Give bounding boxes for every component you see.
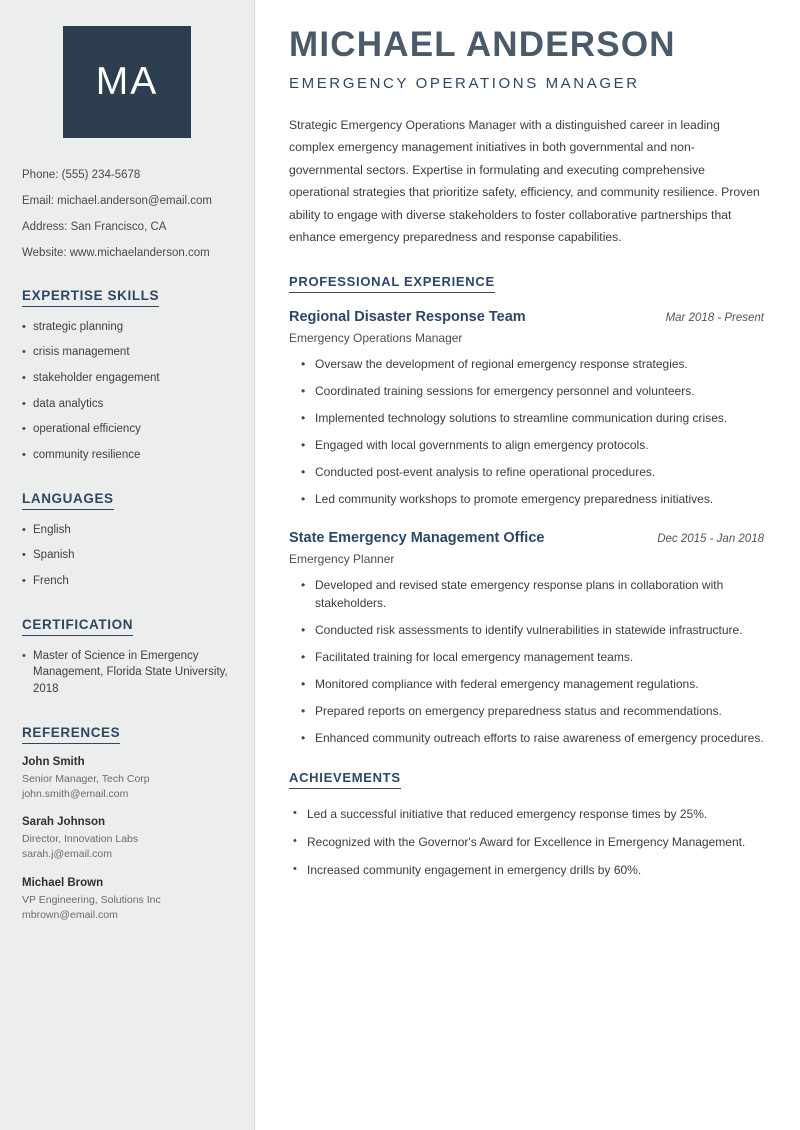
bullet-icon: • — [293, 806, 297, 819]
experience-section — [289, 273, 764, 747]
list-item — [22, 396, 232, 413]
language-label: English — [33, 523, 71, 536]
list-item — [289, 355, 764, 373]
bullet-icon: • — [22, 649, 26, 662]
avatar-wrapper — [22, 26, 232, 138]
responsibility-text: Prepared reports on emergency preparedness status and recommendations. — [315, 703, 722, 718]
list-item — [289, 409, 764, 427]
employment-dates: Mar 2018 - Present — [665, 311, 764, 324]
contact-website: Website: www.michaelanderson.com — [22, 246, 210, 259]
bullet-icon: • — [22, 575, 26, 588]
list-item — [289, 436, 764, 454]
references-section — [22, 724, 232, 923]
responsibility-text: Developed and revised state emergency response plans in collaboration with stakeholders. — [315, 577, 724, 610]
language-label: French — [33, 575, 69, 588]
bullet-icon: • — [301, 649, 306, 664]
responsibility-text: Implemented technology solutions to streamline communication during crises. — [315, 410, 728, 425]
list-item — [22, 573, 232, 590]
skill-label: strategic planning — [33, 320, 124, 333]
list-item — [289, 621, 764, 639]
bullet-icon: • — [22, 523, 26, 536]
company-name: Regional Disaster Response Team — [289, 308, 526, 325]
achievement-text: Led a successful initiative that reduced emergency response times by 25%. — [307, 806, 708, 821]
responsibility-text: Enhanced community outreach efforts to raise awareness of emergency procedures. — [315, 730, 764, 745]
bullet-icon: • — [22, 449, 26, 462]
certification-section — [22, 616, 232, 698]
bullet-icon: • — [22, 346, 26, 359]
skill-label: operational efficiency — [33, 423, 141, 436]
professional-summary: Strategic Emergency Operations Manager with a distinguished career in leading complex emergency management initiatives in both governmental and non-governmental sectors. Expertise in formulating and executing comprehensive operational strategies that prioritize safety, efficiency, and community resilience. Proven ability to engage with diverse stakeholders to foster collaborative partnerships that enhance emergency preparedness and response capabilities. — [289, 117, 760, 245]
list-item — [22, 421, 232, 438]
list-item — [289, 463, 764, 481]
bullet-icon: • — [301, 703, 306, 718]
list-item — [22, 547, 232, 564]
list-item — [22, 370, 232, 387]
bullet-icon: • — [22, 372, 26, 385]
skill-label: community resilience — [33, 449, 141, 462]
bullet-icon: • — [301, 622, 306, 637]
responsibility-text: Conducted risk assessments to identify vulnerabilities in statewide infrastructure. — [315, 622, 743, 637]
certification-label: Master of Science in Emergency Management, Florida State University, 2018 — [33, 649, 228, 696]
responsibility-text: Oversaw the development of regional emergency response strategies. — [315, 356, 688, 371]
bullet-icon: • — [22, 320, 26, 333]
list-item — [289, 805, 764, 823]
achievements-section — [289, 769, 764, 879]
bullet-icon: • — [301, 410, 306, 425]
list-item — [289, 576, 764, 612]
languages-section — [22, 490, 232, 590]
list-item — [289, 648, 764, 666]
reference-role: Director, Innovation Labs — [22, 833, 139, 846]
bullet-icon: • — [301, 437, 306, 452]
position-title: Emergency Planner — [289, 551, 395, 566]
skill-label: data analytics — [33, 397, 104, 410]
responsibility-text: Led community workshops to promote emergency preparedness initiatives. — [315, 491, 714, 506]
list-item — [289, 833, 764, 851]
references-heading: REFERENCES — [22, 725, 120, 744]
certification-heading: CERTIFICATION — [22, 617, 133, 636]
reference-role: Senior Manager, Tech Corp — [22, 772, 150, 785]
list-item — [22, 522, 232, 539]
achievement-text: Increased community engagement in emergency drills by 60%. — [307, 862, 642, 877]
skill-label: crisis management — [33, 346, 130, 359]
list-item — [289, 382, 764, 400]
experience-entry — [289, 309, 764, 508]
reference-name: Sarah Johnson — [22, 816, 106, 829]
list-item — [22, 648, 232, 698]
list-item — [22, 816, 232, 862]
bullet-icon: • — [22, 423, 26, 436]
list-item — [22, 344, 232, 361]
contact-address: Address: San Francisco, CA — [22, 220, 167, 233]
job-role-subtitle: EMERGENCY OPERATIONS MANAGER — [289, 74, 640, 92]
page-title: MICHAEL ANDERSON — [289, 25, 676, 64]
reference-email: mbrown@email.com — [22, 908, 118, 921]
list-item — [289, 490, 764, 508]
responsibility-text: Engaged with local governments to align emergency protocols. — [315, 437, 649, 452]
bullet-icon: • — [301, 730, 306, 745]
responsibility-text: Coordinated training sessions for emergency personnel and volunteers. — [315, 383, 695, 398]
experience-header — [289, 309, 764, 325]
responsibility-text: Monitored compliance with federal emergency management regulations. — [315, 676, 699, 691]
reference-name: Michael Brown — [22, 876, 104, 889]
company-name: State Emergency Management Office — [289, 529, 545, 546]
sidebar — [0, 0, 255, 1130]
reference-email: sarah.j@email.com — [22, 848, 113, 861]
main-content — [255, 0, 800, 1130]
list-item — [289, 702, 764, 720]
language-label: Spanish — [33, 549, 75, 562]
list-item — [289, 675, 764, 693]
bullet-icon: • — [301, 577, 306, 592]
list-item — [289, 729, 764, 747]
list-item — [22, 447, 232, 464]
achievement-text: Recognized with the Governor's Award for Excellence in Emergency Management. — [307, 834, 746, 849]
achievements-heading: ACHIEVEMENTS — [289, 770, 401, 789]
list-item — [22, 319, 232, 336]
experience-heading: PROFESSIONAL EXPERIENCE — [289, 274, 495, 293]
reference-role: VP Engineering, Solutions Inc — [22, 893, 161, 906]
list-item — [289, 861, 764, 879]
position-title: Emergency Operations Manager — [289, 330, 463, 345]
skills-section — [22, 287, 232, 464]
bullet-icon: • — [293, 862, 297, 875]
list-item — [22, 756, 232, 802]
employment-dates: Dec 2015 - Jan 2018 — [657, 532, 764, 545]
responsibility-text: Conducted post-event analysis to refine operational procedures. — [315, 464, 656, 479]
bullet-icon: • — [22, 397, 26, 410]
contact-phone: Phone: (555) 234-5678 — [22, 169, 141, 181]
bullet-icon: • — [22, 549, 26, 562]
list-item — [22, 877, 232, 923]
languages-heading: LANGUAGES — [22, 491, 114, 510]
contact-email: Email: michael.anderson@email.com — [22, 194, 212, 207]
reference-email: john.smith@email.com — [22, 788, 129, 801]
skill-label: stakeholder engagement — [33, 372, 160, 385]
contact-block — [22, 168, 232, 261]
bullet-icon: • — [293, 834, 297, 847]
bullet-icon: • — [301, 491, 306, 506]
bullet-icon: • — [301, 383, 306, 398]
bullet-icon: • — [301, 676, 306, 691]
bullet-icon: • — [301, 464, 306, 479]
experience-header — [289, 530, 764, 546]
bullet-icon: • — [301, 356, 306, 371]
skills-heading: EXPERTISE SKILLS — [22, 288, 159, 307]
reference-name: John Smith — [22, 755, 85, 768]
avatar: MA — [63, 26, 191, 138]
experience-entry — [289, 530, 764, 747]
responsibility-text: Facilitated training for local emergency management teams. — [315, 649, 634, 664]
